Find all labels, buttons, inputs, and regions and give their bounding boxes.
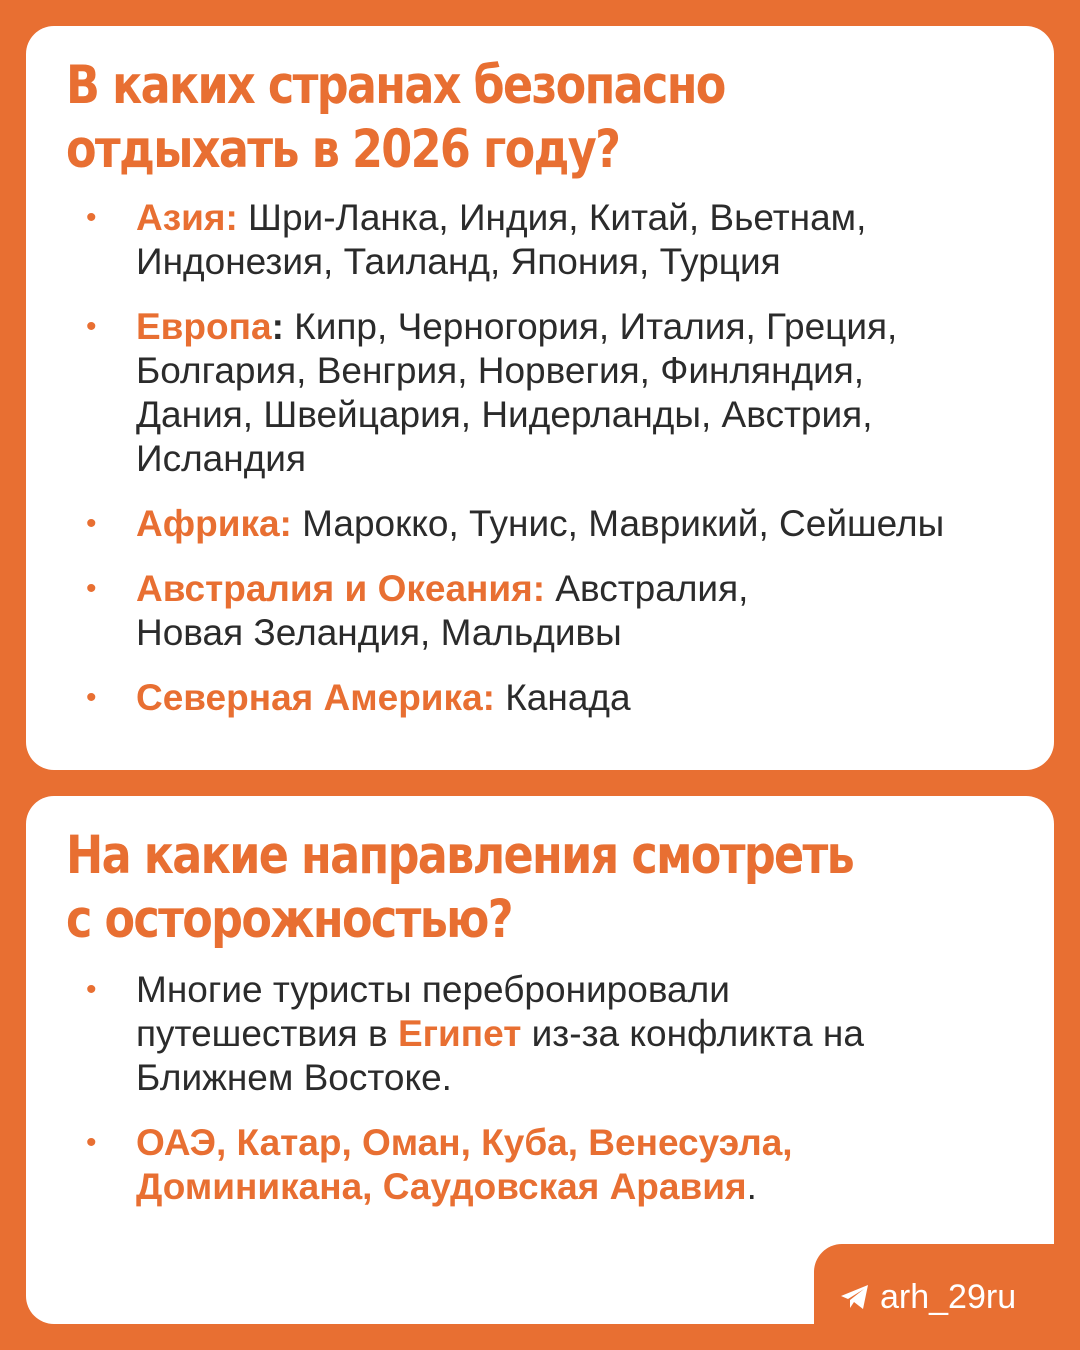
caution-item-egypt <box>66 968 896 1100</box>
safe-countries-list <box>66 196 1054 720</box>
caution-text-period: . <box>746 1166 757 1207</box>
caution-item-countries <box>66 1121 856 1209</box>
region-countries: Канада <box>494 677 631 718</box>
region-label: Европа <box>136 306 272 347</box>
region-label: Африка: <box>136 503 292 544</box>
region-label: Австралия и Океания: <box>136 568 546 609</box>
region-countries: Шри-Ланка, Индия, Китай, Вьетнам, Индонезия, Таиланд, Япония, Турция <box>136 197 867 282</box>
caution-highlight-countries: ОАЭ, Катар, Оман, Куба, Венесуэла, Доминикана, Саудовская Аравия <box>136 1122 793 1207</box>
region-item-africa <box>66 502 1036 546</box>
safe-countries-title-line1: В каких странах безопасно <box>66 55 725 116</box>
region-label: Азия: <box>136 197 238 238</box>
safe-countries-card <box>26 26 1054 770</box>
caution-text-before: Многие туристы перебронировали путешествия в <box>136 969 730 1054</box>
region-item-north-america <box>66 676 896 720</box>
caution-list <box>66 968 1054 1209</box>
caution-highlight-egypt: Египет <box>397 1013 522 1054</box>
telegram-icon <box>840 1284 870 1310</box>
region-countries: Кипр, Черногория, Италия, Греция, Болгария, Венгрия, Норвегия, Финляндия, Дания, Швейцария, Нидерланды, Австрия, Исландия <box>136 306 898 479</box>
region-countries: Марокко, Тунис, Маврикий, Сейшелы <box>291 503 945 544</box>
safe-countries-title <box>66 26 896 182</box>
region-item-oceania <box>66 567 816 655</box>
telegram-handle: arh_29ru <box>880 1277 1017 1316</box>
safe-countries-title-line2: отдыхать в 2026 году? <box>66 119 620 180</box>
caution-text-after: из-за конфликта на Ближнем Востоке. <box>136 1013 864 1098</box>
caution-title <box>66 796 896 952</box>
telegram-handle-badge[interactable] <box>814 1244 1080 1350</box>
region-label: Северная Америка: <box>136 677 495 718</box>
region-countries: Австралия, Новая Зеландия, Мальдивы <box>136 568 749 653</box>
caution-title-line1: На какие направления смотреть <box>66 825 854 886</box>
region-item-europe <box>66 305 946 481</box>
region-label-sep: : <box>271 306 284 347</box>
caution-title-line2: с осторожностью? <box>66 889 512 950</box>
region-item-asia <box>66 196 896 284</box>
